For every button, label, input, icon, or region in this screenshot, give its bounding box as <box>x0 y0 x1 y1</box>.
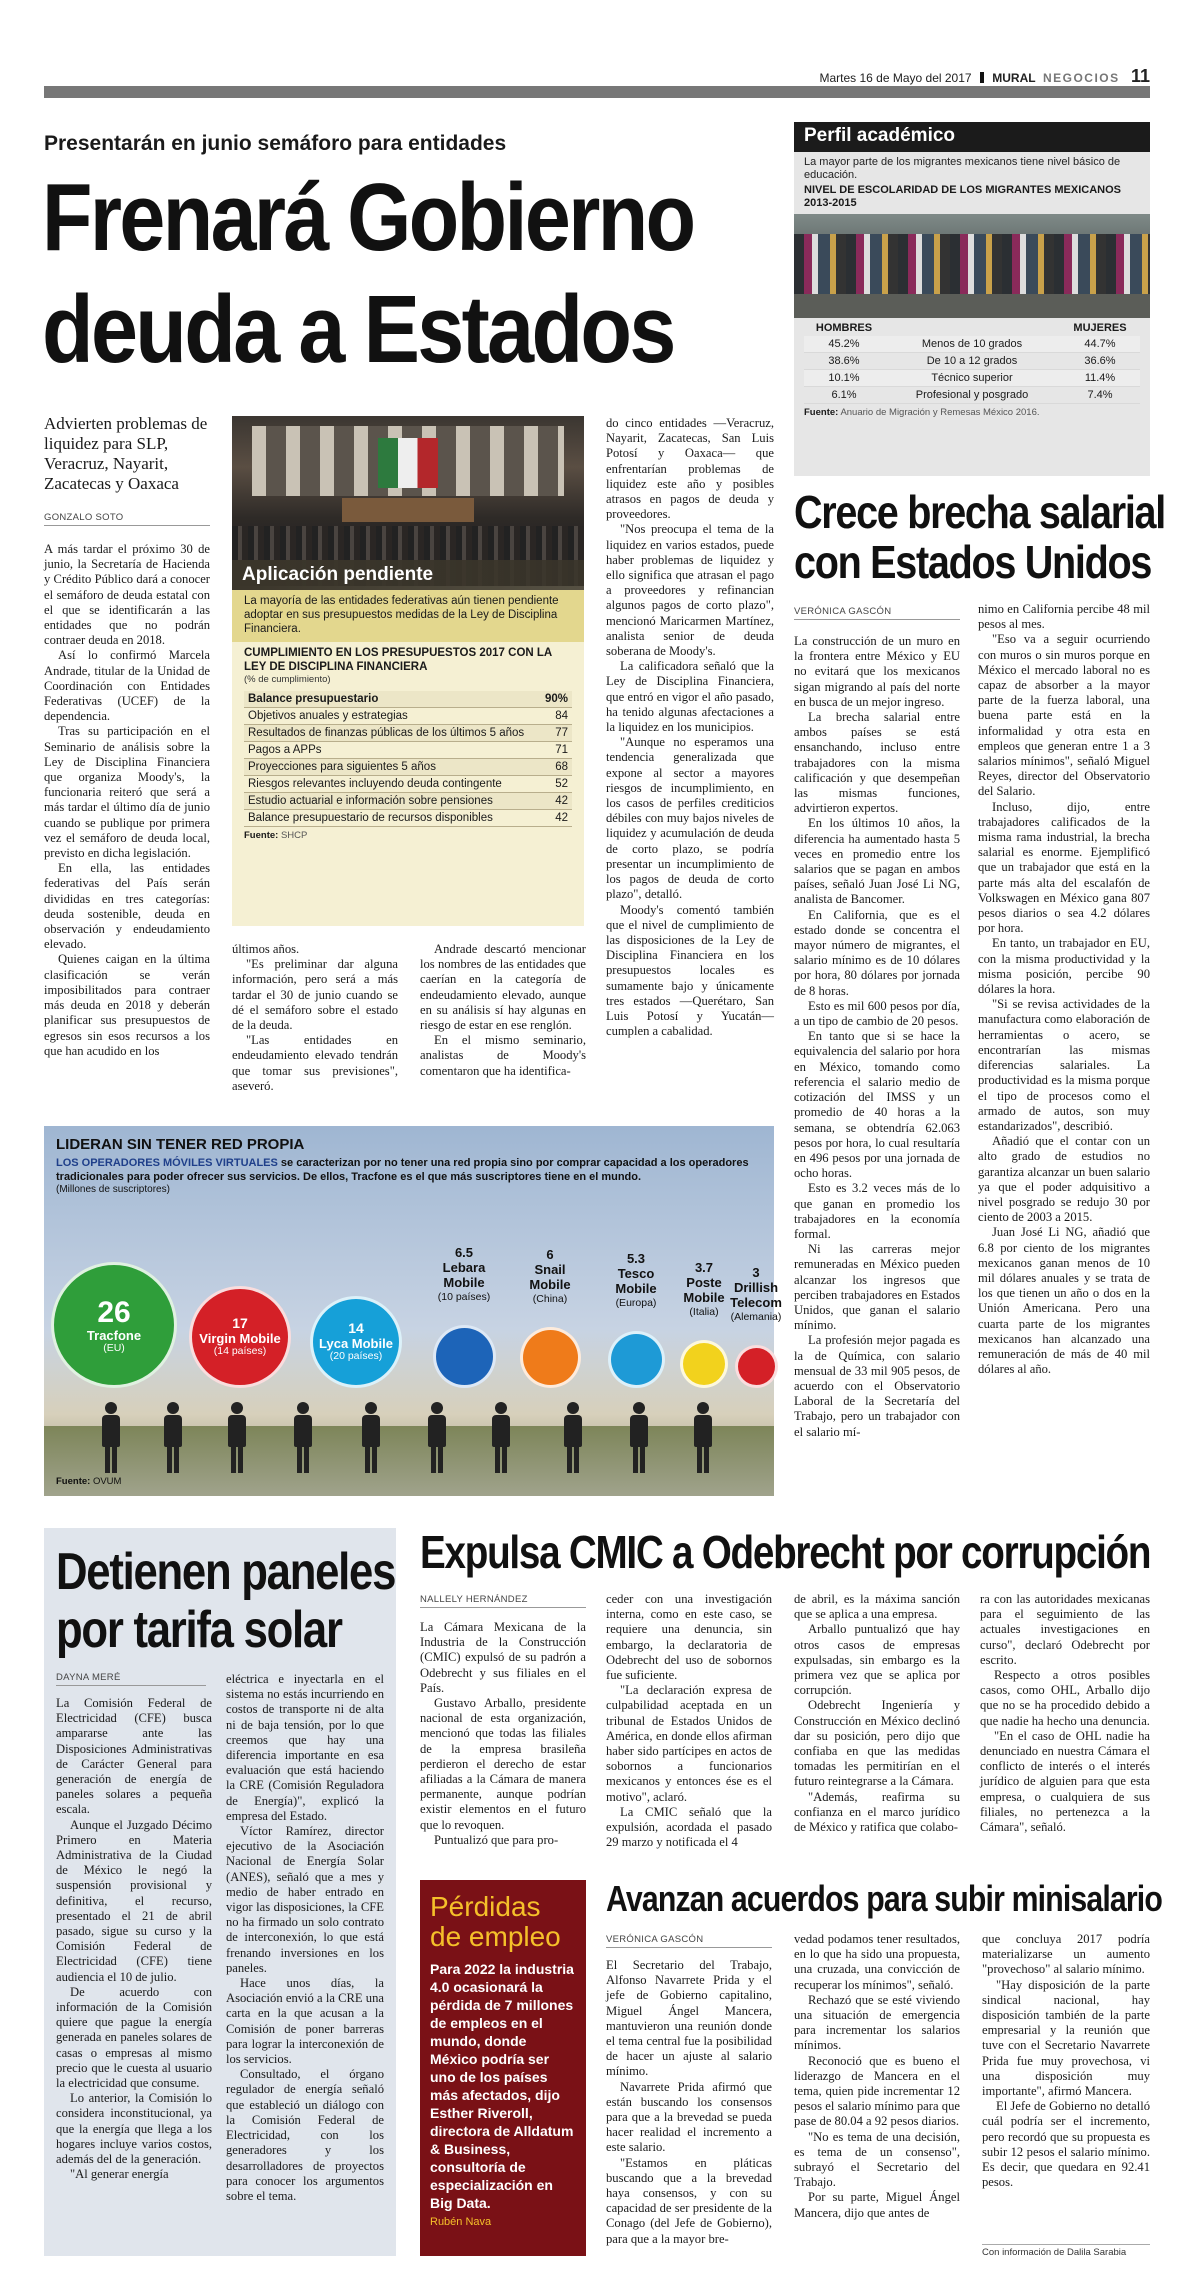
migrants-photo <box>794 214 1150 318</box>
source-text: Anuario de Migración y Remesas México 2016. <box>840 407 1040 418</box>
photo-flag <box>378 438 438 488</box>
paragraph: "Eso va a seguir ocurriendo con muros o sin muros porque en México el mercado laboral no es capaz de absorber a la mayor parte de la fuerza laboral, una buena parte está en la informalidad y otra esta en empleos que generan entre 1 a 3 salarios mínimos", señaló Miguel Reyes, director del Observatorio del Salario. <box>978 632 1150 799</box>
paragraph: eléctrica e inyectarla en el sistema no estás incurriendo en costos de transporte ni de alta ni de baja tensión, por lo que creemos que hay una diferencia importante en esa evaluación que está haciendo la CRE (Comisión Reguladora de Energía)", explicó la empresa del Estado. <box>226 1672 384 1823</box>
person-silhouette <box>102 1402 120 1474</box>
table-row <box>804 387 1140 404</box>
operator-value: 5.3 <box>626 1251 646 1266</box>
profile-box-intro: La mayor parte de los migrantes mexicanos tiene nivel básico de educación. <box>804 156 1121 181</box>
jobs-box <box>420 1880 586 2256</box>
operator-country: (Europa) <box>615 1297 657 1309</box>
budget-box-intro: La mayoría de las entidades federativas aún tienen pendiente adoptar en sus presupuestos medidas de la Ley de Disciplina Financiera. <box>232 590 584 642</box>
paragraph: ra con las autoridades mexicanas para el seguimiento de las actuales investigaciones en curso", declaró Odebrecht por escrito. <box>980 1592 1150 1667</box>
jobs-title-line-1: Pérdidas <box>430 1891 541 1922</box>
paragraph: La profesión mejor pagada es la de Química, con salario mensual de 33 mil 905 pesos, de acuerdo con el Observatorio Laboral de la Secretaría del Trabajo, pero un trabajador con el salario mí- <box>794 1333 960 1439</box>
operator-country: (China) <box>532 1293 568 1305</box>
table-row <box>244 742 572 759</box>
paragraph: Esto es 3.2 veces más de lo que ganan en promedio los trabajadores en la economía formal. <box>794 1181 960 1241</box>
paragraph: nimo en California percibe 48 mil pesos al mes. <box>978 602 1150 632</box>
lead-column-4 <box>606 416 774 1102</box>
lead-headline-line-1: Frenará Gobierno <box>42 164 694 271</box>
row-label: Balance presupuestario de recursos disponibles <box>248 812 493 824</box>
table-row <box>244 759 572 776</box>
person-silhouette <box>362 1402 380 1474</box>
row-value: 77 <box>555 727 568 739</box>
source-text: SHCP <box>280 830 308 841</box>
cmic-byline: NALLELY HERNÁNDEZ <box>420 1594 586 1608</box>
salary-byline: VERÓNICA GASCÓN <box>794 606 960 620</box>
person-silhouette <box>694 1402 712 1474</box>
table-row <box>804 353 1140 370</box>
paragraph: ceder con una investigación interna, como en este caso, se requiere una denuncia, sin embargo, la declaratoria de Odebrecht del uso de sobornos fue suficiente. <box>606 1592 772 1683</box>
row-value: 68 <box>555 761 568 773</box>
cell-men: 10.1% <box>828 372 860 384</box>
profile-box-heading: NIVEL DE ESCOLARIDAD DE LOS MIGRANTES MEXICANOS 2013-2015 <box>804 184 1121 209</box>
table-row <box>244 810 572 827</box>
cell-men: 45.2% <box>828 338 860 350</box>
source-text: OVUM <box>92 1476 122 1487</box>
paragraph: En tanto que si se hace la equivalencia del salario por hora en México, tomando como referencia el salario medio de cotización del IMSS y un promedio de 40 horas a la semana, se obtendría 62.063 pesos por hora, lo cual resultaría en 496 pesos por una jornada de ocho horas. <box>794 1029 960 1181</box>
paragraph: Consultado, el órgano regulador de energía señaló que estableció un diálogo con la Comisión Federal de Electricidad, con los generadores y los desarrolladores de proyectos para conocer los argumentos sobre el tema. <box>226 2067 384 2203</box>
paragraph: La CMIC señaló que la expulsión, acordada el pasado 29 marzo y notificada el 4 <box>606 1804 772 1850</box>
row-label: Riesgos relevantes incluyendo deuda contingente <box>248 778 502 790</box>
salary-column-2 <box>978 602 1150 1504</box>
cmic-column-1 <box>420 1620 586 1860</box>
lead-column-3 <box>420 942 586 1102</box>
paragraph: Rechazó que se esté viviendo una situación de emergencia para incrementar los salarios mínimos. <box>794 1992 960 2053</box>
row-label: Proyecciones para siguientes 5 años <box>248 761 436 773</box>
bubble-country: (EU) <box>103 1341 125 1354</box>
bubble-country: (14 países) <box>213 1345 267 1358</box>
paragraph: Odebrecht Ingeniería y Construcción en México declinó dar su posición, pero dijo que confiaba en que las medidas tomadas les permitirían en el futuro reintegrarse a la Cámara. <box>794 1698 960 1789</box>
paragraph: "Al generar energía <box>70 2167 169 2182</box>
paragraph: "Además, reafirma su confianza en el marco jurídico de México y ratifica que colabo- <box>794 1789 960 1835</box>
person-silhouette <box>564 1402 582 1474</box>
budget-box-heading: CUMPLIMIENTO EN LOS PRESUPUESTOS 2017 CON LA LEY DE DISCIPLINA FINANCIERA <box>244 647 552 673</box>
paragraph: El Jefe de Gobierno no detalló cuál podría ser el incremento, pero recordó que su propuesta es subir 12 pesos el salario mínimo. Es decir, que quedara en 92.41 pesos. <box>982 2099 1150 2190</box>
minwage-column-1 <box>606 1958 772 2258</box>
paragraph: El Secretario del Trabajo, Alfonso Navarrete Prida y el jefe de Gobierno capitalino, Miguel Ángel Mancera, mantuvieron una reunión donde el tema central fue la posibilidad de hacer un ajuste al salario mínimo. <box>606 1958 772 2079</box>
minwage-byline: VERÓNICA GASCÓN <box>606 1934 772 1948</box>
paragraph: Andrade descartó mencionar los nombres de las entidades que caerían en la categoría de endeudamiento elevado, aunque en su análisis sí hay algunas en riesgo de estar en ese renglón. <box>420 942 586 1033</box>
operator-name: Snail Mobile <box>529 1262 571 1292</box>
infographic-title: LIDERAN SIN TENER RED PROPIA <box>56 1136 305 1153</box>
table-row <box>244 708 572 725</box>
lead-byline: GONZALO SOTO <box>44 512 210 526</box>
bubble-name: Lyca Mobile <box>319 1335 393 1351</box>
salary-column-1 <box>794 634 960 1504</box>
photo-podium <box>342 498 474 522</box>
paragraph: A más tardar el próximo 30 de junio, la Secretaría de Hacienda y Crédito Público dará a conocer el semáforo de deuda estatal con el que se identificarán a las entidades que no podrán contraer deuda en 2018. <box>44 542 210 648</box>
operator-name: Drillish Telecom <box>730 1280 782 1310</box>
operator-value: 6 <box>546 1247 554 1262</box>
jobs-title-line-2: de empleo <box>430 1921 561 1952</box>
cell-women: 11.4% <box>1084 372 1116 384</box>
paragraph: Lo anterior, la Comisión lo considera inconstitucional, ya que la energía que llega a los hogares incluye varios costos, además del de la generación. <box>56 2091 212 2167</box>
bubble-name: Tracfone <box>86 1327 142 1343</box>
paragraph: Aunque el Juzgado Décimo Primero en Materia Administrativa de la Ciudad de México le negó la suspensión provisional y definitiva, el recurso, presentado el 21 de abril pasado, sigue su curso y la Comisión Federal de Electricidad (CFE) tiene audiencia el 10 de julio. <box>56 1817 212 1984</box>
people-layer <box>44 1126 774 1496</box>
paragraph: do cinco entidades —Veracruz, Nayarit, Zacatecas, San Luis Potosí y Oaxaca— que enfrentarían problemas de liquidez este año y posibles atrasos en pagos de deuda y proveedores. <box>606 416 774 522</box>
paragraph: En ella, las entidades federativas del País serán divididas en tres categorías: deuda sostenible, deuda en observación y endeudamiento elevado. <box>44 861 210 952</box>
salary-headline-line-1: Crece brecha salarial <box>794 486 1165 538</box>
page-header <box>0 66 1150 87</box>
bubble-value: 14 <box>348 1320 364 1337</box>
cmic-column-4 <box>980 1592 1150 1860</box>
person-silhouette <box>164 1402 182 1474</box>
paragraph: Quienes caigan en la última clasificación se verán imposibilitados para contraer más deuda en 2018 y deberán planificar sus presupuestos de egresos sin esos recursos a los que han acudido en los <box>44 952 210 1058</box>
paragraph: La Comisión Federal de Electricidad (CFE) busca ampararse ante las Disposiciones Administrativas de Carácter General para generación de energía de paneles solares a pequeña escala. <box>56 1696 212 1817</box>
paragraph: Reconoció que es bueno el liderazgo de Mancera en el tema, quien pide incrementar 12 pesos el salario mínimo para que pase de 80.04 a 92 pesos diarios. <box>794 2053 960 2129</box>
cmic-column-2 <box>606 1592 772 1860</box>
solar-byline: DAYNA MERÉ <box>56 1672 206 1686</box>
header-paper: MURAL <box>992 71 1036 85</box>
budget-box <box>232 564 584 926</box>
lead-column-1 <box>44 542 210 1102</box>
col-women-header: MUJERES <box>1073 322 1127 334</box>
paragraph: que concluya 2017 podría materializarse un aumento "provechoso" al salario mínimo. <box>982 1932 1150 1977</box>
solar-column-1 <box>56 1696 212 2248</box>
paragraph: últimos años. <box>232 942 300 956</box>
profile-box-title: Perfil académico <box>794 122 1150 152</box>
paragraph: La construcción de un muro en la frontera entre México y EU no evitará que los mexicanos sigan migrando al país del norte en busca de un mejor ingreso. <box>794 634 960 709</box>
row-value: 42 <box>555 795 568 807</box>
person-silhouette <box>630 1402 648 1474</box>
cmic-headline: Expulsa CMIC a Odebrecht por corrupción <box>420 1526 1151 1578</box>
paragraph: vedad podamos tener resultados, en lo que ha sido una propuesta, una cruzada, una convicción de recuperar los mínimos", señaló. <box>794 1932 960 1992</box>
paragraph: "En el caso de OHL nadie ha denunciado en nuestra Cámara el conflicto de interés o el interés jurídico de alguien para que esta empresa, o cualquiera de sus filiales, no pertenezca a la Cámara", señaló. <box>980 1728 1150 1835</box>
paragraph: De acuerdo con información de la Comisión quiere que pague la energía generada en paneles solares de casas o empresas al mismo precio que le cuesta al usuario la electricidad que consume. <box>56 1984 212 2091</box>
cmic-column-3 <box>794 1592 960 1860</box>
operator-value: 3.7 <box>694 1260 714 1275</box>
row-value: 52 <box>555 778 568 790</box>
paragraph: En California, que es el estado donde se concentra el mayor número de migrantes, el salario mínimo es de 10 dólares por hora, 80 dólares por jornada de 8 horas. <box>794 907 960 998</box>
paragraph: de abril, es la máxima sanción que se aplica a una empresa. <box>794 1592 960 1622</box>
operator-country: (10 países) <box>437 1291 491 1303</box>
paragraph: La calificadora señaló que la Ley de Disciplina Financiera, que entró en vigor el año pasado, ha tenido algunas afectaciones a la liquidez en los municipios. <box>606 659 774 735</box>
person-silhouette <box>492 1402 510 1474</box>
table-row <box>804 336 1140 353</box>
paragraph: En tanto, un trabajador en EU, con la misma productividad y la misma posición, percibe 90 dólares la hora. <box>978 936 1150 997</box>
table-row <box>244 691 572 708</box>
source-label: Fuente: <box>804 407 839 418</box>
intro-bold: LOS OPERADORES MÓVILES VIRTUALES <box>56 1157 278 1169</box>
operator-name: Lebara Mobile <box>442 1260 486 1290</box>
cell-men: 6.1% <box>831 389 857 401</box>
paragraph: Esto es mil 600 pesos por día, a un tipo de cambio de 20 pesos. <box>794 998 960 1029</box>
table-row <box>804 370 1140 387</box>
row-label: Estudio actuarial e información sobre pensiones <box>248 795 493 807</box>
paragraph: Ni las carreras mejor remuneradas en México pueden alcanzar los ingresos que perciben trabajadores en Estados Unidos, que ganan el salario mínimo. <box>794 1242 960 1333</box>
lead-deck: Advierten problemas de liquidez para SLP, Veracruz, Nayarit, Zacatecas y Oaxaca <box>44 414 208 493</box>
row-label: Objetivos anuales y estrategias <box>248 710 408 722</box>
budget-box-title: Aplicación pendiente <box>232 560 584 590</box>
photo-ground <box>794 294 1150 318</box>
budget-box-unit: (% de cumplimiento) <box>244 674 331 685</box>
infographic-source <box>56 1476 121 1487</box>
salary-headline-line-2: con Estados Unidos <box>794 536 1152 588</box>
paragraph: "Aunque no esperamos una tendencia generalizada que expone al sector a mayores riesgos de incumplimiento, en los casos de perfiles crediticios débiles con muy bajos niveles de liquidez y acumulación de deuda de corto plazo, se podría presentar un incumplimiento de los pagos de deuda de corto plazo", detalló. <box>606 735 774 902</box>
minwage-headline: Avanzan acuerdos para subir minisalario <box>606 1878 1163 1919</box>
header-section: NEGOCIOS <box>1042 71 1120 85</box>
paragraph: En los últimos 10 años, la diferencia ha aumentado hasta 5 veces en promedio entre los salarios que se pagan en ambos países, señaló Juan José Li NG, analista de Bancomer. <box>794 816 960 907</box>
cell-level: Técnico superior <box>931 372 1013 384</box>
row-value: 84 <box>555 710 568 722</box>
col-level-header <box>884 322 1060 334</box>
profile-box <box>794 122 1150 476</box>
paragraph: Respecto a otros posibles casos, como OHL, Arballo dijo que no se ha procedido debido a que nadie ha hecho una denuncia. <box>980 1668 1150 1728</box>
minwage-column-2 <box>794 1932 960 2258</box>
operator-country: (Alemania) <box>730 1311 782 1323</box>
row-label: Resultados de finanzas públicas de los últimos 5 años <box>248 727 525 739</box>
paragraph: La Cámara Mexicana de la Industria de la Construcción (CMIC) expulsó de su padrón a Odebrecht y sus filiales en el País. <box>420 1620 586 1695</box>
infographic-unit: (Millones de suscriptores) <box>56 1184 170 1195</box>
solar-column-2 <box>226 1672 384 2248</box>
operator-country: (Italia) <box>689 1306 719 1318</box>
cell-women: 44.7% <box>1084 338 1116 350</box>
bubble-value: 17 <box>232 1315 248 1332</box>
row-value: 90% <box>544 693 568 705</box>
paragraph: Por su parte, Miguel Ángel Mancera, dijo que antes de <box>794 2190 960 2220</box>
operator-value: 3 <box>752 1265 760 1280</box>
cell-level: Profesional y posgrado <box>915 389 1029 401</box>
paragraph: Incluso, dijo, entre trabajadores calificados de la misma rama industrial, la brecha salarial es enorme. Ejemplificó que un trabajador que está en la parte más alta del escalafón de Volkswagen en México gana 807 pesos diarios o sea 4.2 dólares por hora. <box>978 799 1150 936</box>
header-rule <box>44 86 1150 98</box>
cell-level: De 10 a 12 grados <box>926 355 1018 367</box>
table-row <box>244 793 572 810</box>
jobs-text: Para 2022 la industria 4.0 ocasionará la pérdida de 7 millones de empleos en el mundo, donde México podría ser uno de los países más afectados, dijo Esther Riveroll, directora de Alldatum & Business, consultoría de especialización en Big Data. <box>430 1961 574 2211</box>
row-value: 42 <box>555 812 568 824</box>
paragraph: "Es preliminar dar alguna información, pero será a más tardar el 30 de junio cuando se dé el semáforo sobre el estado de la deuda. <box>232 957 398 1033</box>
profile-table-header <box>804 320 1140 336</box>
paragraph: En el mismo seminario, analistas de Moody's comentaron que ha identifica- <box>420 1033 586 1078</box>
bubble-value: 26 <box>97 1295 131 1329</box>
intro-text: se caracterizan por no tener una red propia sino por comprar capacidad a los operadores tradicionales para poder ofrecer sus servicios. De ellos, Tracfone es el que más suscriptores tiene en el mundo. <box>56 1157 749 1183</box>
row-value: 71 <box>555 744 568 756</box>
paragraph: "Estamos en pláticas buscando que a la brevedad haya consensos, y con su capacidad de ser presidente de la Conago (del Jefe de Gobierno), para que a la mayor bre- <box>606 2155 772 2246</box>
paragraph: "Hay disposición de la parte sindical nacional, hay disposición también de la parte empresarial y la reunión que tuve con el Secretario Navarrete Prida fue muy provechosa, vi una disposición muy importante", afirmó Mancera. <box>982 1977 1150 2099</box>
table-row <box>244 725 572 742</box>
operator-name: Poste Mobile <box>683 1275 725 1305</box>
paragraph: La brecha salarial entre ambos países se está ensanchando, incluso entre trabajadores con la misma calificación y que desempeñan las mismas funciones, advirtieron expertos. <box>794 710 960 816</box>
profile-table-wrap <box>794 318 1150 406</box>
profile-source <box>794 406 1150 419</box>
mobile-infographic <box>44 1126 782 1496</box>
person-silhouette <box>228 1402 246 1474</box>
minwage-column-3 <box>982 1932 1150 2234</box>
operator-value: 6.5 <box>454 1245 474 1260</box>
paragraph: "Si se revisa actividades de la manufactura como elaboración de herramientas o acero, se encontrarían las mismas diferencias salariales. La productividad es la misma porque el tipo de procesos como el armado de autos, son muy estandarizados", describió. <box>978 997 1150 1133</box>
paragraph: Juan José Li NG, añadió que 6.8 por ciento de los migrantes mexicanos ganan menos de 10 mil dólares anuales y se trata de los que tienen un año o dos en la Unión Americana. Pero una cuarta parte de los migrantes mexicanos han alcanzado una remuneración de más de 40 mil dólares al año. <box>978 1225 1150 1377</box>
paragraph: Hace unos días, la Asociación envió a la CRE una carta en la que acusan a la Comisión de poner barreras para lograr la interconexión de los servicios. <box>226 1976 384 2067</box>
paragraph: "No es tema de una decisión, es tema de un consenso", subrayó el Secretario del Trabajo. <box>794 2129 960 2190</box>
paragraph: Puntualizó que para pro- <box>434 1832 559 1847</box>
budget-table <box>244 691 572 827</box>
person-silhouette <box>294 1402 312 1474</box>
jobs-author: Rubén Nava <box>430 2216 492 2228</box>
paragraph: "La declaración expresa de culpabilidad aceptada en un tribunal de Estados Unidos de América, en donde ellos afirman haber sido partícipes en actos de sobornos a funcionarios mexicanos y entonces ése es el motivo", aclaró. <box>606 1683 772 1804</box>
cell-women: 7.4% <box>1087 389 1113 401</box>
paragraph: Añadió que el contar con un alto grado de estudios no garantiza alcanzar un buen salario ya que el poder adquisitivo a nivel posgrado se redujo 30 por ciento de 2003 a 2015. <box>978 1134 1150 1225</box>
lead-kicker: Presentarán en junio semáforo para entidades <box>44 132 507 155</box>
cell-level: Menos de 10 grados <box>921 338 1023 350</box>
paragraph: Moody's comentó también que el nivel de cumplimiento de las disposiciones de la Ley de Disciplina Financiera en los presupuestos locales es sumamente bajo y únicamente tres estados —Querétaro, San Luis Potosí y Yucatán— cumplen a cabalidad. <box>606 902 774 1039</box>
cell-men: 38.6% <box>828 355 860 367</box>
source-label: Fuente: <box>244 830 279 841</box>
row-label: Balance presupuestario <box>248 693 379 705</box>
header-page-number: 11 <box>1130 66 1150 86</box>
solar-headline-line-2: por tarifa solar <box>56 1601 342 1659</box>
row-label: Pagos a APPs <box>248 744 322 756</box>
paragraph: Arballo puntualizó que hay otros casos de empresas expulsadas, sin embargo es la primera vez que se aplica por corrupción. <box>794 1622 960 1698</box>
col-men-header: HOMBRES <box>815 322 873 334</box>
bubble-country: (20 países) <box>329 1350 383 1363</box>
paragraph: Tras su participación en el Seminario de análisis sobre la Ley de Disciplina Financiera que organiza Moody's, la funcionaria reiteró que será a más tardar el último día de junio cuando se publique por primera vez el semáforo de deuda local, previsto en dicha legislación. <box>44 724 210 861</box>
person-silhouette <box>428 1402 446 1474</box>
paragraph: "Las entidades en endeudamiento elevado tendrán que tomar sus previsiones", aseveró. <box>232 1033 398 1093</box>
budget-source <box>232 827 584 844</box>
profile-table <box>804 336 1140 404</box>
table-row <box>244 776 572 793</box>
minwage-credit: Con información de Dalila Sarabia <box>982 2244 1150 2258</box>
operator-name: Tesco Mobile <box>615 1266 657 1296</box>
header-date: Martes 16 de Mayo del 2017 <box>819 71 972 85</box>
paragraph: Navarrete Prida afirmó que están buscando los consensos para que a la brevedad se pueda hacer realidad el incremento a este salario. <box>606 2079 772 2155</box>
header-separator <box>980 72 984 83</box>
lead-column-2 <box>232 942 398 1102</box>
paragraph: Víctor Ramírez, director ejecutivo de la Asociación Nacional de Energía Solar (ANES), señaló que a mes y medio de haber entrado en vigor las disposiciones, la CFE no ha firmado un solo contrato de interconexión, lo que está frenando inversiones en los paneles. <box>226 1824 384 1975</box>
paragraph: Gustavo Arballo, presidente nacional de esta organización, mencionó que todas las filiales de la empresa brasileña perdieron el derecho de estar afiliadas a la Cámara de manera permanente, aunque podrían existir elementos en el futuro que lo revoquen. <box>420 1696 586 1832</box>
source-label: Fuente: <box>56 1476 91 1487</box>
solar-headline-line-1: Detienen paneles <box>56 1543 396 1601</box>
paragraph: Así lo confirmó Marcela Andrade, titular de la Unidad de Coordinación con Entidades Federativas (UCEF) de la dependencia. <box>44 648 210 724</box>
paragraph: "Nos preocupa el tema de la liquidez en varios estados, puede haber problemas de liquidez y ello significa que atrasan el pago a proveedores y refinancian algunos pagos de corto plazo", mencionó Maricarmen Martínez, analista senior de deuda soberana de Moody's. <box>606 522 774 659</box>
bubble-name: Virgin Mobile <box>199 1330 281 1346</box>
cell-women: 36.6% <box>1084 355 1116 367</box>
lead-headline-line-2: deuda a Estados <box>42 276 674 383</box>
